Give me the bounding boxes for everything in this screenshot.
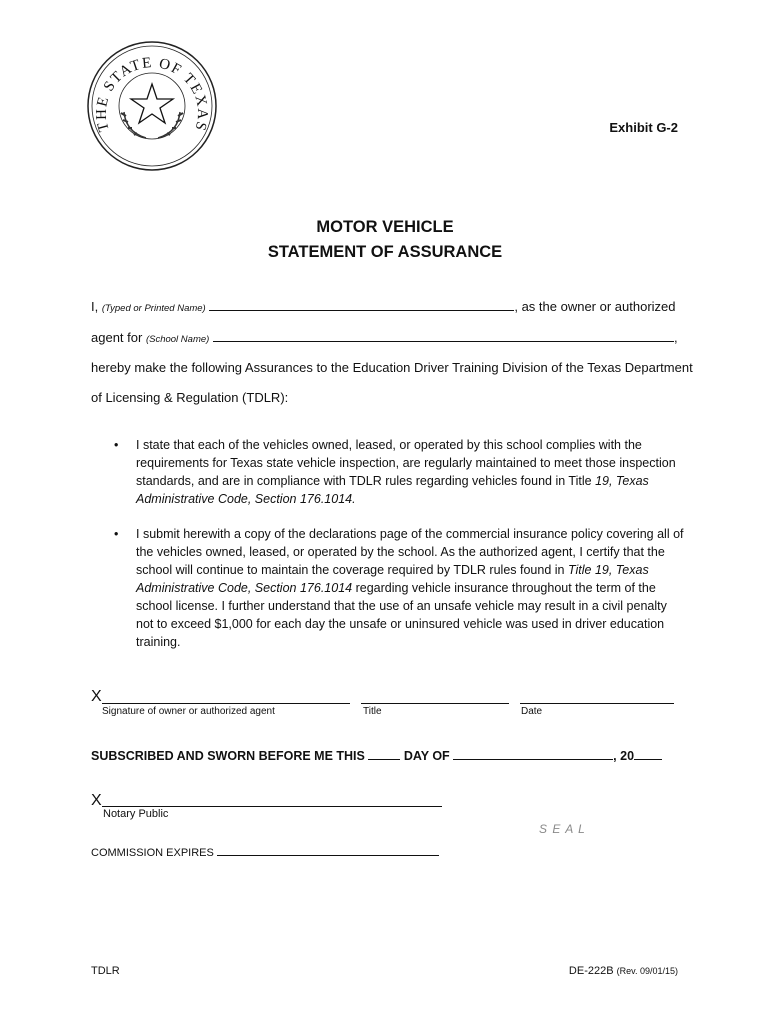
- school-input-line[interactable]: [213, 341, 674, 342]
- bullet-2-marker: •: [114, 527, 119, 541]
- intro-line-1: hereby make the following Assurances to the Education Driver Training Division of the Texas Department: [91, 360, 693, 375]
- signature-line[interactable]: [102, 703, 350, 704]
- seal-text: THE STATE OF TEXAS: [93, 54, 211, 134]
- assurance-item-1: [114, 436, 684, 508]
- school-prefix: agent for: [91, 330, 143, 345]
- form-title-line2: STATEMENT OF ASSURANCE: [267, 243, 503, 261]
- bullet-1-marker: •: [114, 438, 119, 452]
- sworn-statement: [91, 749, 662, 763]
- assurance-2-text-b: regarding vehicle insurance throughout the term of the school license. I further understand that the use of an unsafe vehicle may result in a civil penalty not to exceed $1,000 for each day the unsafe or uninsured vehicle was used in driver education training.: [136, 581, 667, 649]
- title-caption: Title: [363, 706, 382, 717]
- date-caption: Date: [521, 706, 543, 717]
- notary-caption: Notary Public: [103, 808, 169, 820]
- name-hint: (Typed or Printed Name): [101, 303, 206, 314]
- sworn-text-2: DAY OF: [403, 749, 450, 763]
- title-line[interactable]: [361, 703, 509, 704]
- assurance-1-text: I state that each of the vehicles owned, leased, or operated by this school complies with the requirements for Texas state vehicle inspection, are regularly maintained to meet those inspection standards, and are in compliance with TDLR rules regarding vehicles found in Title: [136, 438, 676, 488]
- texas-state-seal: [86, 40, 218, 172]
- name-field-row: [91, 299, 676, 314]
- assurance-list-2: [114, 525, 684, 651]
- name-prefix: I: [91, 299, 95, 314]
- footer-agency: TDLR: [91, 965, 120, 977]
- school-suffix: ,: [673, 330, 678, 345]
- commission-date-line[interactable]: [217, 855, 439, 856]
- assurance-list: [114, 436, 684, 508]
- assurance-1-citation: 19, Texas Administrative Code, Section 176.1014.: [136, 474, 649, 506]
- seal-placeholder: S E A L: [539, 822, 586, 836]
- date-line[interactable]: [520, 703, 674, 704]
- form-title-line1: MOTOR VEHICLE: [316, 218, 454, 236]
- exhibit-label: Exhibit G-2: [609, 120, 678, 135]
- sworn-month-line[interactable]: [453, 759, 613, 760]
- seal-graphic: [86, 40, 218, 172]
- school-field-row: [91, 330, 678, 345]
- sworn-text-3: , 20: [613, 749, 635, 763]
- sworn-text-1: SUBSCRIBED AND SWORN BEFORE ME THIS: [91, 749, 365, 763]
- footer-revision: (Rev. 09/01/15): [616, 966, 678, 976]
- footer-form-id: [569, 965, 678, 977]
- name-prefix-comma: ,: [94, 299, 99, 314]
- name-input-line[interactable]: [209, 310, 514, 311]
- signature-caption: Signature of owner or authorized agent: [102, 706, 275, 717]
- assurance-2-text-a: I submit herewith a copy of the declarations page of the commercial insurance policy covering all of the vehicles owned, leased, or operated by the school. As the authorized agent, I certify that the school will continue to maintain the coverage required by TDLR rules found in: [136, 527, 684, 577]
- assurance-item-2: [114, 525, 684, 651]
- notary-signature-line[interactable]: [102, 806, 442, 807]
- signature-x-mark: X: [91, 688, 102, 705]
- school-hint: (School Name): [145, 334, 210, 345]
- commission-row: [91, 847, 439, 859]
- intro-line-2: of Licensing & Regulation (TDLR):: [91, 390, 289, 405]
- assurance-2-citation: Title 19, Texas Administrative Code, Section 176.1014: [136, 563, 649, 595]
- commission-label: COMMISSION EXPIRES: [91, 847, 214, 859]
- sworn-day-line[interactable]: [368, 759, 400, 760]
- sworn-year-line[interactable]: [634, 759, 662, 760]
- name-suffix: , as the owner or authorized: [514, 299, 676, 314]
- footer-form-code: DE-222B: [568, 965, 614, 977]
- notary-x-mark: X: [91, 792, 102, 809]
